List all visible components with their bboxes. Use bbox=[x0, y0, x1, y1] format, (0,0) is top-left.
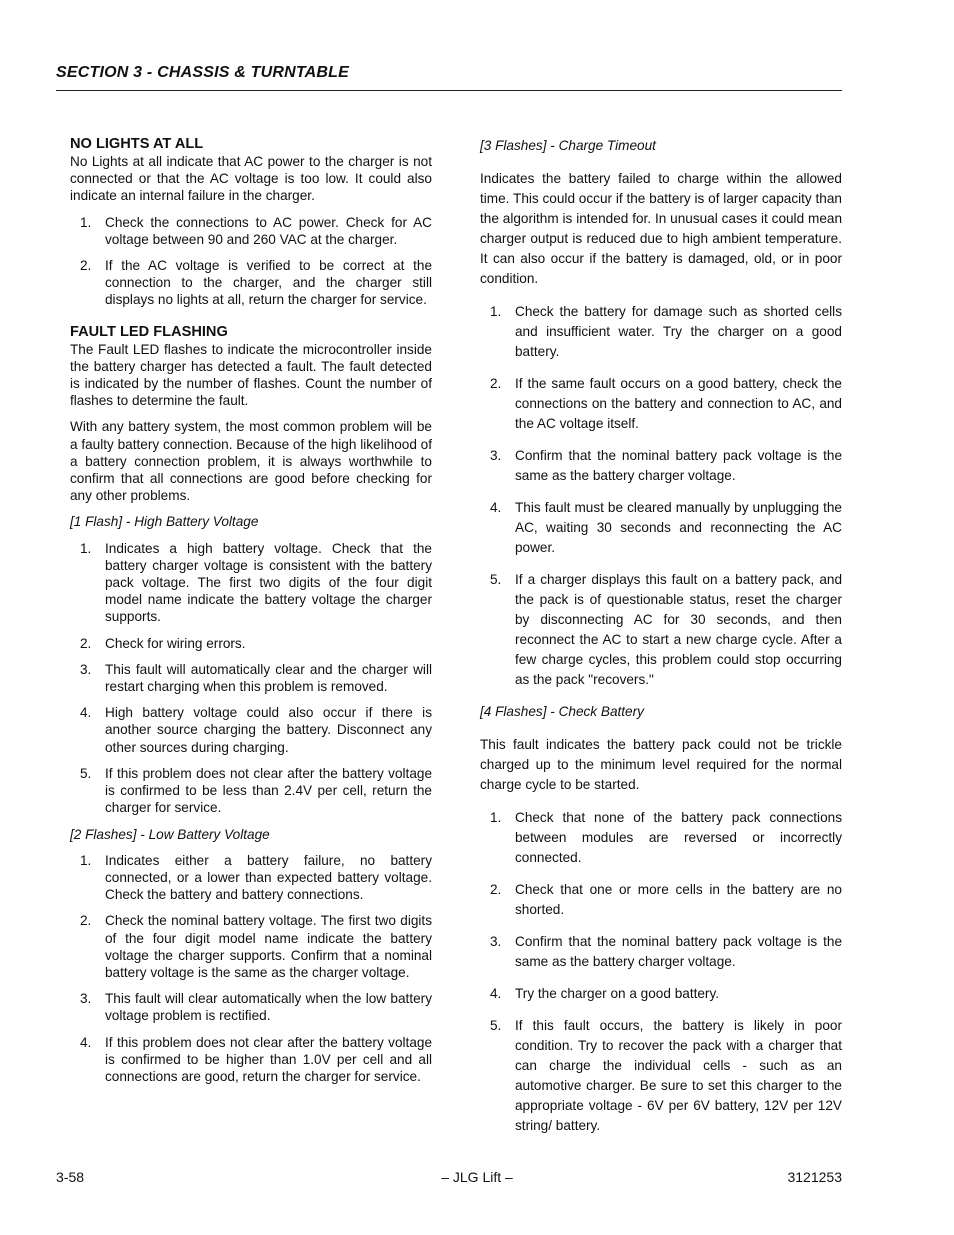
list-item: 4. If this problem does not clear after the battery voltage is confirmed to be higher than 1.0V per cell and all connections are good, return the charger for service. bbox=[80, 1034, 432, 1084]
subheading-1-flash: [1 Flash] - High Battery Voltage bbox=[70, 514, 259, 530]
list-item: 1. Check the battery for damage such as shorted cells and insufficient water. Try the charger on a good battery. bbox=[490, 304, 842, 359]
list-item: 3. This fault will clear automatically when the low battery voltage problem is rectified. bbox=[80, 991, 432, 1024]
list-item: 1. Indicates a high battery voltage. Check that the battery charger voltage is consistent with the battery pack voltage. The first two digits of the four digit model name indicate the battery voltage the charger supports. bbox=[80, 540, 432, 625]
list-item: 3. This fault will automatically clear and the charger will restart charging when this problem is removed. bbox=[80, 661, 432, 695]
header-divider bbox=[56, 90, 842, 91]
two-flash-steps bbox=[70, 852, 432, 1085]
list-item: 3. Confirm that the nominal battery pack voltage is the same as the battery charger voltage. bbox=[490, 934, 842, 969]
subheading-3-flashes: [3 Flashes] - Charge Timeout bbox=[480, 138, 656, 153]
list-item: 2. Check for wiring errors. bbox=[80, 635, 246, 651]
heading-fault-led: FAULT LED FLASHING bbox=[70, 323, 228, 340]
three-flash-steps bbox=[480, 302, 842, 690]
heading-no-lights: NO LIGHTS AT ALL bbox=[70, 136, 204, 152]
list-item: 4. This fault must be cleared manually by unplugging the AC, waiting 30 seconds and reconnecting the AC power. bbox=[490, 500, 842, 555]
fault-led-para-1: The Fault LED flashes to indicate the microcontroller inside the battery charger has detected a fault. The fault detected is indicated by the number of flashes. Count the number of flashes to determine the fault. bbox=[70, 341, 432, 409]
page-number: 3-58 bbox=[56, 1169, 85, 1185]
fault-led-para-2: With any battery system, the most common problem will be a faulty battery connection. Because of the high likelihood of a battery connection problem, it is always worthwhile to confirm that all connections are good before checking for any other problems. bbox=[70, 419, 432, 504]
footer-brand: – JLG Lift – bbox=[441, 1169, 513, 1185]
list-item: 1. Check that none of the battery pack connections between modules are reversed or incorrectly connected. bbox=[490, 810, 842, 865]
right-column bbox=[480, 136, 842, 1148]
four-flash-intro: This fault indicates the battery pack could not be trickle charged up to the minimum level required for the normal charge cycle to be started. bbox=[480, 737, 842, 792]
list-item: 2. Check that one or more cells in the battery are no shorted. bbox=[490, 882, 842, 917]
list-item: 4. High battery voltage could also occur if there is another source charging the battery. Disconnect any other sources during charging. bbox=[80, 705, 432, 755]
no-lights-intro: No Lights at all indicate that AC power to the charger is not connected or that the AC voltage is too low. It could also indicate an internal failure in the charger. bbox=[70, 154, 432, 204]
subheading-4-flashes: [4 Flashes] - Check Battery bbox=[480, 704, 644, 719]
list-item: 1. Indicates either a battery failure, no battery connected, or a lower than expected battery voltage. Check the battery and battery connections. bbox=[80, 852, 432, 903]
list-item: 1. Check the connections to AC power. Check for AC voltage between 90 and 260 VAC at the charger. bbox=[80, 214, 432, 247]
list-item: 2. If the AC voltage is verified to be correct at the connection to the charger, and the charger still displays no lights at all, return the charger for service. bbox=[80, 258, 432, 308]
list-item: 5. If this problem does not clear after the battery voltage is confirmed to be less than 2.4V per cell, return the charger for service. bbox=[80, 765, 432, 816]
one-flash-steps bbox=[70, 540, 432, 817]
list-item: 5. If a charger displays this fault on a battery pack, and the pack is of questionable status, reset the charger by disconnecting AC for 30 seconds, and then reconnect the AC to start a new charge cycle. After a few charge cycles, this problem could stop occurring as the pack "recovers." bbox=[490, 572, 842, 687]
list-item: 2. Check the nominal battery voltage. The first two digits of the four digit model name indicate the battery voltage the charger supports. Confirm that a nominal battery voltage is the same as the charger voltage. bbox=[80, 913, 432, 980]
left-column bbox=[70, 136, 432, 1094]
section-title: SECTION 3 - CHASSIS & TURNTABLE bbox=[56, 64, 350, 81]
four-flash-steps bbox=[480, 808, 842, 1136]
subheading-2-flashes: [2 Flashes] - Low Battery Voltage bbox=[70, 826, 270, 842]
three-flash-intro: Indicates the battery failed to charge within the allowed time. This could occur if the battery is of larger capacity than the algorithm is intended for. In unusual cases it could mean charger output is reduced due to high ambient temperature. It can also occur if the battery is damaged, old, or in poor condition. bbox=[480, 171, 842, 286]
list-item: 3. Confirm that the nominal battery pack voltage is the same as the battery charger voltage. bbox=[490, 448, 842, 483]
document-number: 3121253 bbox=[787, 1169, 842, 1185]
list-item: 4. Try the charger on a good battery. bbox=[490, 986, 720, 1001]
no-lights-steps bbox=[70, 214, 432, 309]
list-item: 2. If the same fault occurs on a good battery, check the connections on the battery and connection to AC, and the AC voltage itself. bbox=[490, 376, 842, 431]
list-item: 5. If this fault occurs, the battery is likely in poor condition. Try to recover the pack with a charger that can charge the individual cells - such as an automotive charger. Be sure to set this charger to the appropriate voltage - 6V per 6V battery, 12V per 12V string/ battery. bbox=[490, 1018, 842, 1133]
